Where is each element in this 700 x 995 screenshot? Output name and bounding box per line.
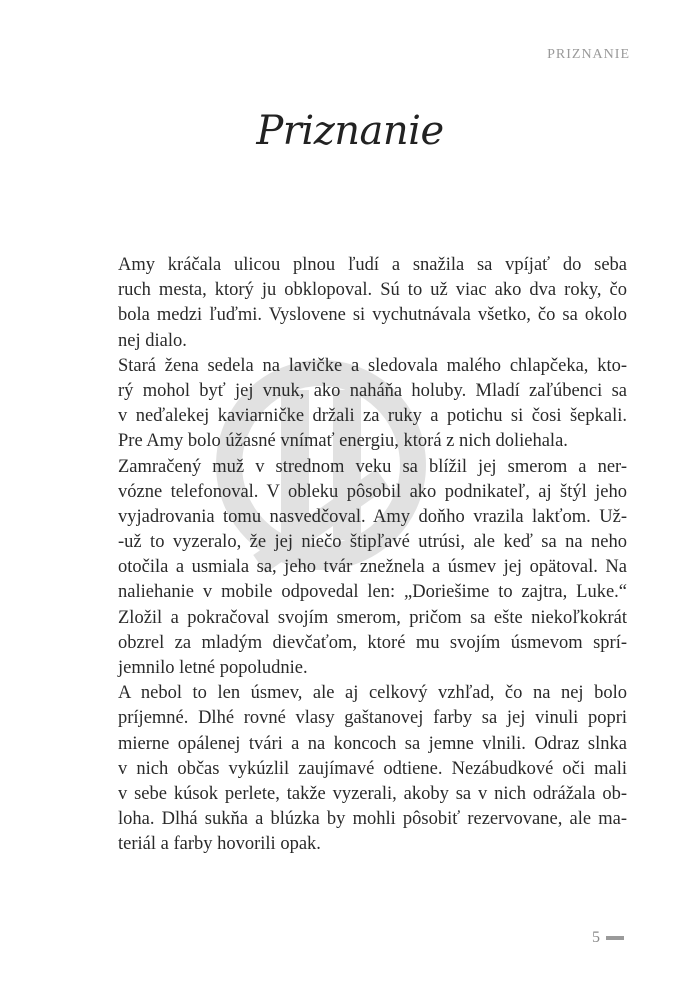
text-line: ruch mesta, ktorý ju obklopoval. Sú to už viac ako dva roky, čo — [118, 280, 627, 301]
running-head: PRIZNANIE — [547, 47, 630, 62]
text-line: v neďalekej kaviarničke držali za ruky a potichu si čosi šepkali. — [118, 406, 627, 427]
page-number-bar-icon — [606, 936, 624, 940]
text-line: bola medzi ľuďmi. Vyslovene si vychutnávala všetko, čo sa okolo — [118, 305, 627, 326]
text-line: mierne opálenej tvári a na koncoch sa jemne vlnili. Odraz slnka — [118, 733, 627, 754]
text-line: vózne telefonoval. V obleku pôsobil ako podnikateľ, aj štýl jeho — [118, 481, 627, 502]
page-number-value: 5 — [592, 929, 600, 946]
page-number — [592, 929, 624, 947]
text-line: príjemné. Dlhé rovné vlasy gaštanovej farby sa jej vinuli popri — [118, 708, 627, 729]
text-line: Zamračený muž v strednom veku sa blížil jej smerom a ner- — [118, 456, 627, 477]
text-line: -už to vyzeralo, že jej niečo štipľavé utrúsi, ale keď sa na neho — [118, 532, 627, 553]
text-line: jemnilo letné popoludnie. — [118, 658, 308, 678]
text-line: A nebol to len úsmev, ale aj celkový vzhľad, čo na nej bolo — [118, 683, 627, 704]
paragraph-4 — [118, 681, 627, 857]
text-line: rý mohol byť jej vnuk, ako naháňa holuby. Mladí zaľúbenci sa — [118, 380, 627, 401]
paragraph-3 — [118, 455, 627, 682]
text-line: v sebe kúsok perlete, takže vyzerali, akoby sa v nich odrážala ob- — [118, 783, 627, 804]
text-line: v nich občas vykúzlil zaujímavé odtiene. Nezábudkové oči mali — [118, 758, 627, 779]
chapter-title: Priznanie — [256, 108, 444, 154]
text-line: teriál a farby hovorili opak. — [118, 834, 321, 855]
body-text — [118, 253, 627, 858]
paragraph-2 — [118, 354, 627, 455]
text-line: vyjadrovania tomu nasvedčoval. Amy doňho vrazila lakťom. Už- — [118, 506, 627, 527]
text-line: Stará žena sedela na lavičke a sledovala malého chlapčeka, kto- — [118, 355, 627, 376]
text-line: otočila a usmiala sa, jeho tvár znežnela a úsmev jej opätoval. Na — [118, 557, 627, 578]
paragraph-1 — [118, 253, 627, 354]
text-line: naliehanie v mobile odpovedal len: „Doriešime to zajtra, Luke.“ — [118, 582, 627, 603]
text-line: obzrel za mladým dievčaťom, ktoré mu svojím úsmevom sprí- — [118, 632, 627, 653]
text-line: loha. Dlhá sukňa a blúzka by mohli pôsobiť rezervovane, ale ma- — [118, 809, 627, 830]
text-line: Zložil a pokračoval svojím smerom, pričom sa ešte niekoľkokrát — [118, 607, 627, 628]
text-line: Pre Amy bolo úžasné vnímať energiu, ktorá z nich doliehala. — [118, 431, 568, 452]
text-line: Amy kráčala ulicou plnou ľudí a snažila sa vpíjať do seba — [118, 255, 627, 275]
text-line: nej dialo. — [118, 330, 187, 351]
